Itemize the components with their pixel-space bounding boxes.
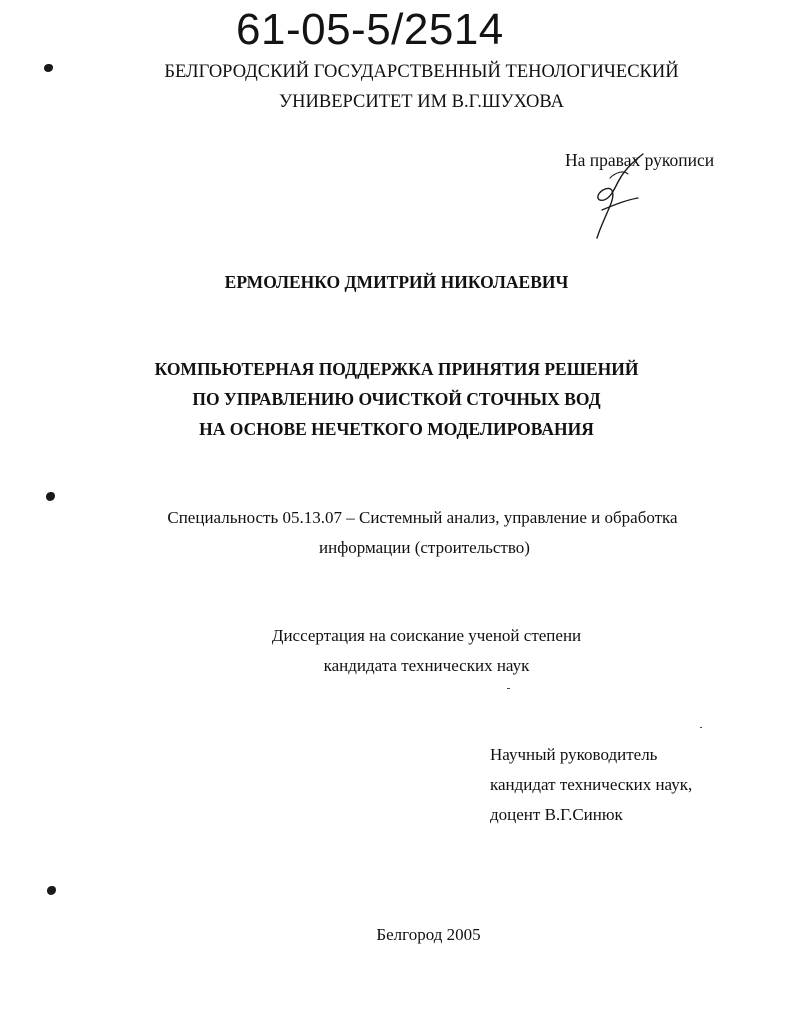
- specialty-line-2: информации (строительство): [319, 538, 530, 557]
- title-line-2: ПО УПРАВЛЕНИЮ ОЧИСТКОЙ СТОЧНЫХ ВОД: [192, 389, 601, 409]
- institution-line-1: БЕЛГОРОДСКИЙ ГОСУДАРСТВЕННЫЙ ТЕНОЛОГИЧЕСКИЙ: [164, 62, 679, 82]
- scan-hole-mark-bottom: [47, 886, 56, 895]
- dissertation-line-2: кандидата технических наук: [323, 656, 530, 675]
- supervisor-line-1: Научный руководитель: [490, 745, 658, 764]
- scan-speck: [507, 688, 510, 689]
- specialty-line-1: Специальность 05.13.07 – Системный анализ, управление и обработка: [167, 508, 678, 527]
- scan-hole-mark-middle: [46, 492, 55, 501]
- institution-line-2: УНИВЕРСИТЕТ ИМ В.Г.ШУХОВА: [279, 92, 564, 112]
- author-name: ЕРМОЛЕНКО ДМИТРИЙ НИКОЛАЕВИЧ: [224, 272, 569, 292]
- handwritten-signature: [580, 150, 660, 245]
- manuscript-rights-label: На правах рукописи: [565, 150, 715, 170]
- title-line-1: КОМПЬЮТЕРНАЯ ПОДДЕРЖКА ПРИНЯТИЯ РЕШЕНИЙ: [154, 359, 639, 379]
- city-year: Белгород 2005: [376, 925, 481, 944]
- title-line-3: НА ОСНОВЕ НЕЧЕТКОГО МОДЕЛИРОВАНИЯ: [199, 419, 594, 439]
- supervisor-line-2: кандидат технических наук,: [490, 775, 693, 794]
- supervisor-line-3: доцент В.Г.Синюк: [490, 805, 623, 824]
- archive-number: 61-05-5/2514: [236, 5, 504, 54]
- dissertation-line-1: Диссертация на соискание ученой степени: [271, 626, 582, 645]
- scan-speck: [700, 727, 702, 728]
